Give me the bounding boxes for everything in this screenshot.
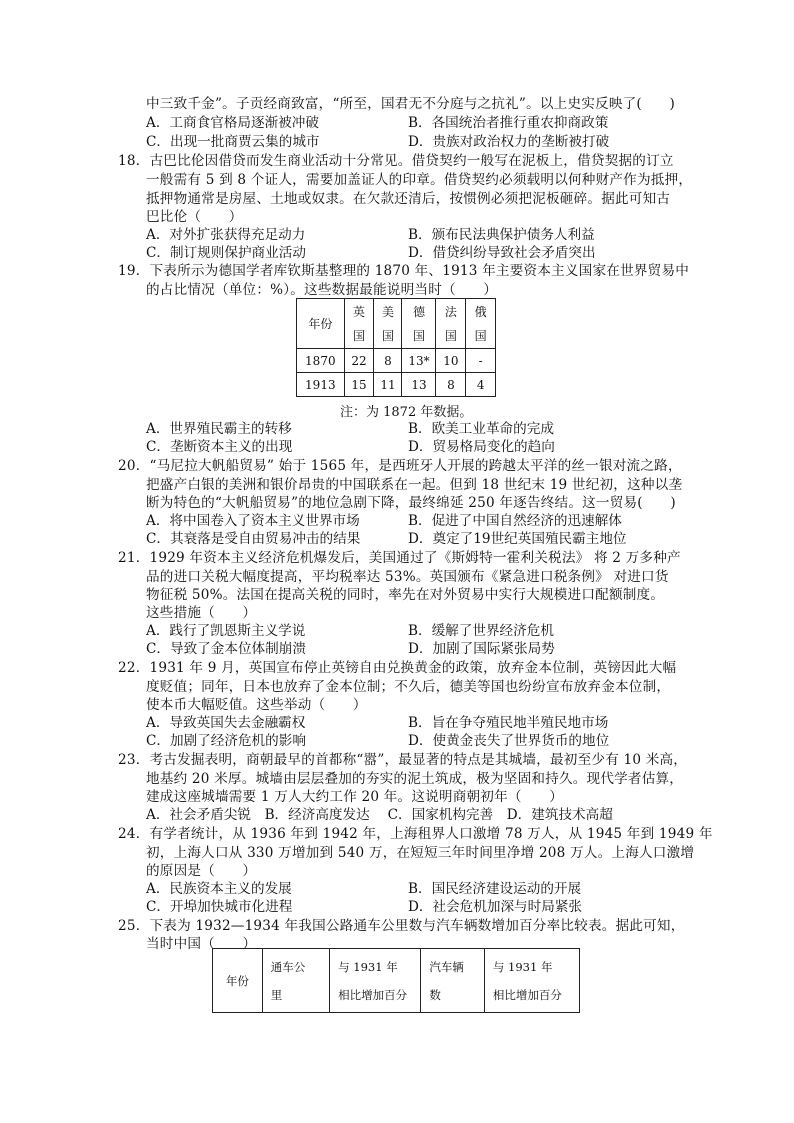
q20-option-b[interactable]: B．促进了中国自然经济的迅速解体 [408, 513, 622, 529]
q18-stem-line-2: 一般需有 5 到 8 个证人，需要加盖证人的印章。借贷契约必须载明以何种财产作为抵押， [146, 172, 693, 188]
q21-option-d[interactable]: D．加剧了国际紧张局势 [408, 641, 555, 657]
q19-option-b[interactable]: B．欧美工业革命的完成 [408, 421, 554, 437]
q20-option-d[interactable]: D．奠定了19世纪英国殖民霸主地位 [408, 531, 627, 547]
table-header-cell: 俄 国 [466, 299, 496, 349]
q20-stem-line-2: 把盛产白银的美洲和银价昂贵的中国联系在一起。但到 18 世纪末 19 世纪初，这种以垄 [146, 477, 683, 493]
q23-stem-line-2: 地基约 20 米厚。城墙由层层叠加的夯实的泥土筑成，极为坚固和持久。现代学者估算， [146, 771, 684, 787]
q22-stem-line-2: 度贬值；同年，日本也放弃了金本位制；不久后，德美等国也纷纷宣布放弃金本位制， [146, 679, 671, 695]
q18-option-a[interactable]: A．对外扩张获得充足动力 [146, 227, 306, 243]
table-row [297, 349, 496, 373]
q17-option-c[interactable]: C．出现一批商贾云集的城市 [146, 134, 320, 150]
table-header-row [297, 299, 496, 349]
q22-stem-line-3: 使本币大幅贬值。这些举动（ ） [146, 697, 367, 713]
q19-table-note: 注：为 1872 年数据。 [340, 405, 473, 420]
q21-stem-line-3: 物征税 50%。法国在提高关税的同时，率先在对外贸易中实行大规模进口配额制度。 [146, 587, 665, 603]
table-cell: 1913 [297, 373, 345, 397]
q22-stem-line-1: 22．1931 年 9 月，英国宣布停止英镑自由兑换黄金的政策，放弃金本位制，英镑因此大幅 [118, 660, 677, 676]
q18-stem-line-4: 巴比伦（ ） [146, 209, 243, 225]
q25-road-table [212, 948, 580, 1013]
q24-option-d[interactable]: D．社会危机加深与时局紧张 [408, 899, 583, 915]
table-cell: 15 [344, 373, 374, 397]
table-header-cell: 年份 [213, 949, 263, 1013]
table-cell: 13* [402, 349, 436, 373]
q20-option-c[interactable]: C．其衰落是受自由贸易冲击的结果 [146, 531, 361, 547]
header-text: 数 [429, 987, 441, 1002]
table-header-cell [421, 949, 485, 1013]
q22-option-d[interactable]: D．使黄金丧失了世界货币的地位 [408, 733, 610, 749]
q17-stem-line: 中三致千金”。子贡经商致富，“所至，国君无不分庭与之抗礼”。以上史实反映了( ) [146, 96, 676, 112]
table-header-cell: 美 国 [374, 299, 402, 349]
q22-option-a[interactable]: A．导致英国失去金融霸权 [146, 715, 306, 731]
q25-stem-line-2: 当时中国（ ） [146, 936, 257, 952]
q20-stem-line-1: 20．“马尼拉大帆船贸易” 始于 1565 年，是西班牙人开展的跨越太平洋的丝一银对流之路， [118, 458, 682, 474]
q24-stem-line-2: 初，上海人口从 330 万增加到 540 万，在短短三年时间里净增 208 万人。上海人口激增 [146, 845, 695, 861]
header-text: 里 [270, 987, 283, 1002]
table-cell: 13 [402, 373, 436, 397]
q25-stem-line-1: 25．下表为 1932—1934 年我国公路通车公里数与汽车辆数增加百分率比较表。据此可知， [118, 918, 685, 934]
table-cell: 4 [466, 373, 496, 397]
q18-stem-line-1: 18．古巴比伦因借贷而发生商业活动十分常见。借贷契约一般写在泥板上，借贷契据的订立 [118, 153, 674, 169]
q17-option-b[interactable]: B．各国统治者推行重农抑商政策 [408, 115, 609, 131]
table-header-cell: 德 国 [402, 299, 436, 349]
header-text: 与 1931 年 [338, 959, 398, 974]
table-header-row [213, 949, 580, 1013]
q22-option-c[interactable]: C．加剧了经济危机的影响 [146, 733, 306, 749]
q21-stem-line-1: 21．1929 年资本主义经济危机爆发后，美国通过了《斯姆特一霍利关税法》 将 2 万多种产 [118, 550, 681, 566]
table-row [297, 373, 496, 397]
q19-stem-line-1: 19．下表所示为德国学者库钦斯基整理的 1870 年、1913 年主要资本主义国家在世界贸易中 [118, 263, 690, 279]
q17-option-a[interactable]: A．工商食官格局逐渐被冲破 [146, 115, 319, 131]
q24-option-c[interactable]: C．开埠加快城市化进程 [146, 899, 293, 915]
q21-option-c[interactable]: C．导致了金本位体制崩溃 [146, 641, 306, 657]
q18-stem-line-3: 抵押物通常是房屋、土地或奴隶。在欠款还清后，按惯例必须把泥板砸碎。据此可知古 [146, 191, 671, 207]
q24-option-b[interactable]: B．国民经济建设运动的开展 [408, 881, 582, 897]
table-cell: - [466, 349, 496, 373]
q21-stem-line-4: 这些措施（ ） [146, 605, 257, 621]
header-text: 汽车辆 [429, 959, 464, 974]
table-header-cell: 英 国 [344, 299, 374, 349]
table-header-cell [262, 949, 329, 1013]
header-text: 通车公 [270, 959, 306, 974]
q19-option-c[interactable]: C．垄断资本主义的出现 [146, 439, 293, 455]
table-header-cell [484, 949, 579, 1013]
q24-option-a[interactable]: A．民族资本主义的发展 [146, 881, 292, 897]
table-header-cell [330, 949, 421, 1013]
table-cell: 10 [436, 349, 466, 373]
header-text: 与 1931 年 [492, 959, 553, 974]
header-text: 相比增加百分 [338, 987, 408, 1002]
q18-option-d[interactable]: D．借贷纠纷导致社会矛盾突出 [408, 245, 596, 261]
table-header-cell: 法 国 [436, 299, 466, 349]
table-header-cell: 年份 [297, 299, 345, 349]
q23-stem-line-3: 建成这座城墙需要 1 万人大约工作 20 年。这说明商朝初年（ ） [146, 789, 564, 805]
table-cell: 1870 [297, 349, 345, 373]
table-cell: 22 [344, 349, 374, 373]
table-cell: 11 [374, 373, 402, 397]
q19-option-a[interactable]: A．世界殖民霸主的转移 [146, 421, 292, 437]
table-cell: 8 [436, 373, 466, 397]
q23-options[interactable]: A．社会矛盾尖锐 B．经济高度发达 C．国家机构完善 D．建筑技术高超 [146, 807, 613, 823]
table-cell: 8 [374, 349, 402, 373]
q18-option-b[interactable]: B．颁布民法典保护债务人利益 [408, 227, 595, 243]
q19-stem-line-2: 的占比情况（单位：%）。这些数据最能说明当时（ ） [146, 282, 498, 298]
q24-stem-line-3: 的原因是（ ） [146, 863, 257, 879]
q21-option-a[interactable]: A．践行了凯恩斯主义学说 [146, 623, 306, 639]
q17-option-d[interactable]: D．贵族对政治权力的垄断被打破 [408, 134, 610, 150]
q22-option-b[interactable]: B．旨在争夺殖民地半殖民地市场 [408, 715, 609, 731]
q19-trade-table [296, 298, 496, 397]
header-text: 相比增加百分 [492, 987, 562, 1002]
q20-option-a[interactable]: A．将中国卷入了资本主义世界市场 [146, 513, 360, 529]
q21-stem-line-2: 品的进口关税大幅度提高，平均税率达 53%。英国颁布《紧急进口税条例》 对进口货 [146, 569, 669, 585]
q20-stem-line-3: 断为特色的“大帆船贸易”的地位急剧下降，最终绵延 250 年逐告终结。这一贸易( ) [146, 495, 676, 511]
q24-stem-line-1: 24．有学者统计，从 1936 年到 1942 年，上海租界人口激增 78 万人，从 1945 年到 1949 年 [118, 826, 713, 842]
q18-option-c[interactable]: C．制订规则保护商业活动 [146, 245, 306, 261]
q21-option-b[interactable]: B．缓解了世界经济危机 [408, 623, 554, 639]
q19-option-d[interactable]: D．贸易格局变化的趋向 [408, 439, 555, 455]
q23-stem-line-1: 23．考古发掘表明，商朝最早的首都称“嚣”，最显著的特点是其城墙，最初至少有 10 米高， [118, 752, 688, 768]
